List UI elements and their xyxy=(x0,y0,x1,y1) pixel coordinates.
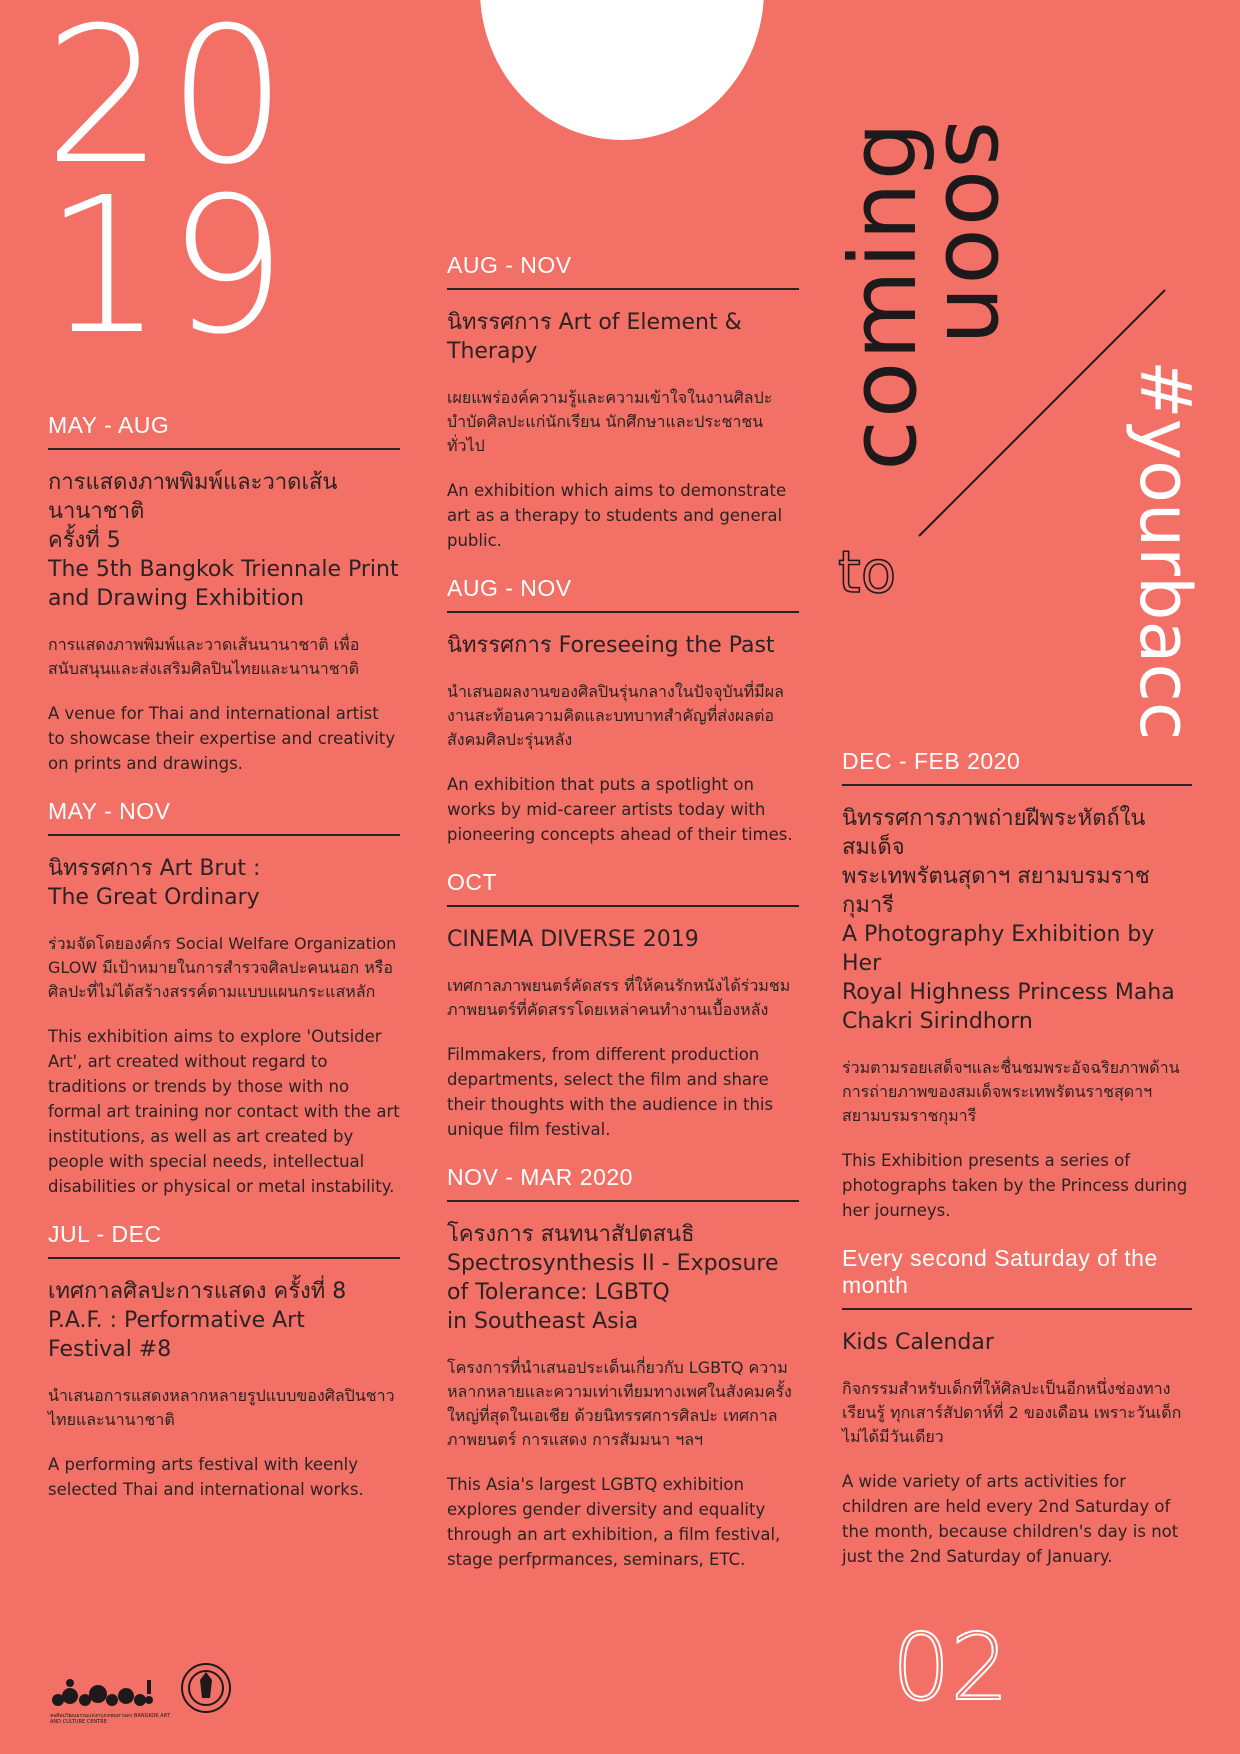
event-description-thai: ร่วมตามรอยเสด็จฯและชื่นชมพระอัจฉริยภาพด้านการถ่ายภาพของสมเด็จพระเทพรัตนราชสุดาฯ สยามบรมราชกุมารี xyxy=(842,1058,1180,1125)
event-title-line: Spectrosynthesis II - Exposure xyxy=(447,1251,779,1276)
event-title-line: นิทรรศการ Art Brut : xyxy=(48,856,261,881)
year-line-2: 19 xyxy=(44,157,292,376)
tagline-coming: coming xyxy=(830,120,937,471)
event-title xyxy=(48,1277,400,1364)
event-title-line: ครั้งที่ 5 xyxy=(48,528,121,553)
event-title xyxy=(48,854,400,912)
event-title xyxy=(447,925,799,954)
event-spectrosynthesis xyxy=(447,1164,799,1572)
bacc-logo xyxy=(50,1658,236,1720)
event-description-english: A venue for Thai and international artist to showcase their expertise and creativity on prints and drawings. xyxy=(48,704,396,773)
column-2 xyxy=(447,252,799,1594)
event-title xyxy=(48,468,400,613)
event-title xyxy=(447,1220,799,1336)
event-date: JUL - DEC xyxy=(48,1221,400,1259)
event-title-line: of Tolerance: LGBTQ xyxy=(447,1280,670,1305)
event-date: MAY - AUG xyxy=(48,412,400,450)
event-photography-exhibition xyxy=(842,748,1192,1223)
event-title-line: เทศกาลศิลปะการแสดง ครั้งที่ 8 xyxy=(48,1279,347,1304)
event-title-line: Festival #8 xyxy=(48,1337,172,1362)
event-title-line: พระเทพรัตนสุดาฯ สยามบรมราชกุมารี xyxy=(842,864,1150,918)
event-description-english: An exhibition which aims to demonstrate art as a therapy to students and general public. xyxy=(447,481,787,550)
event-description-thai: การแสดงภาพพิมพ์และวาดเส้นนานาชาติ เพื่อสนับสนุนและส่งเสริมศิลปินไทยและนานาชาติ xyxy=(48,635,360,678)
event-art-of-element xyxy=(447,252,799,553)
event-foreseeing-the-past xyxy=(447,575,799,847)
event-paf-festival xyxy=(48,1221,400,1502)
event-date: AUG - NOV xyxy=(447,575,799,613)
event-date: MAY - NOV xyxy=(48,798,400,836)
event-description-english: A performing arts festival with keenly selected Thai and international works. xyxy=(48,1455,364,1499)
event-description-thai: เทศกาลภาพยนตร์คัดสรร ที่ให้คนรักหนังได้ร่วมชมภาพยนตร์ที่คัดสรรโดยเหล่าคนทำงานเบื้องหลัง xyxy=(447,976,791,1019)
event-description-thai: ร่วมจัดโดยองค์กร Social Welfare Organization GLOW มีเป้าหมายในการสำรวจศิลปะคนนอก หรือศิลปะที่ไม่ได้สร้างสรรค์ตามแบบแผนกระแสหลัก xyxy=(48,934,397,1001)
event-description-english: This Exhibition presents a series of photographs taken by the Princess during her journeys. xyxy=(842,1151,1188,1220)
event-title-line: P.A.F. : Performative Art xyxy=(48,1308,305,1333)
decorative-circle xyxy=(480,0,764,140)
event-title-line: โครงการ สนทนาสัปตสนธิ xyxy=(447,1222,695,1247)
event-title-line: and Drawing Exhibition xyxy=(48,586,305,611)
event-date: AUG - NOV xyxy=(447,252,799,290)
event-title xyxy=(447,631,799,660)
year-heading xyxy=(44,0,292,376)
event-description-thai: กิจกรรมสำหรับเด็กที่ให้ศิลปะเป็นอีกหนึ่งช่องทางเรียนรู้ ทุกเสาร์สัปดาห์ที่ 2 ของเดือน เพราะวันเด็กไม่ได้มีวันเดียว xyxy=(842,1379,1182,1446)
event-title-line: Kids Calendar xyxy=(842,1330,994,1355)
logo-caption: หอศิลปวัฒนธรรมแห่งกรุงเทพมหานคร BANGKOK ART AND CULTURE CENTRE xyxy=(50,1713,170,1725)
event-title-line: Chakri Sirindhorn xyxy=(842,1009,1033,1034)
event-title-line: The 5th Bangkok Triennale Print xyxy=(48,557,399,582)
event-description-english: Filmmakers, from different production departments, select the film and share their thoughts with the audience in this unique film festival. xyxy=(447,1045,774,1139)
event-title-line: Royal Highness Princess Maha xyxy=(842,980,1175,1005)
column-1 xyxy=(48,412,400,1524)
year-line-1: 20 xyxy=(44,0,292,206)
event-description-thai: นำเสนอการแสดงหลากหลายรูปแบบของศิลปินชาวไทยและนานาชาติ xyxy=(48,1386,395,1429)
event-kids-calendar xyxy=(842,1245,1192,1569)
event-title-line: การแสดงภาพพิมพ์และวาดเส้นนานาชาติ xyxy=(48,470,338,524)
event-art-brut xyxy=(48,798,400,1199)
event-date: DEC - FEB 2020 xyxy=(842,748,1192,786)
event-title xyxy=(842,804,1192,1036)
event-description-english: This Asia's largest LGBTQ exhibition explores gender diversity and equality through an art exhibition, a film festival, stage perfprmances, seminars, ETC. xyxy=(447,1475,781,1569)
hashtag-yourbacc: #yourbacc xyxy=(1124,360,1206,741)
event-title xyxy=(842,1328,1192,1357)
column-3 xyxy=(842,748,1192,1591)
event-print-drawing xyxy=(48,412,400,776)
event-title-line: นิทรรศการภาพถ่ายฝีพระหัตถ์ในสมเด็จ xyxy=(842,806,1146,860)
event-description-english: A wide variety of arts activities for children are held every 2nd Saturday of the month, because children's day is not just the 2nd Saturday of January. xyxy=(842,1472,1179,1566)
event-title-line: นิทรรศการ Art of Element & xyxy=(447,310,742,335)
event-description-thai: นำเสนอผลงานของศิลปินรุ่นกลางในปัจจุบันที่มีผลงานสะท้อนความคิดและบทบาทสำคัญที่ส่งผลต่อสังคมศิลปะรุ่นหลัง xyxy=(447,682,784,749)
event-title-line: นิทรรศการ Foreseeing the Past xyxy=(447,633,775,658)
event-date: NOV - MAR 2020 xyxy=(447,1164,799,1202)
event-title-line: CINEMA DIVERSE 2019 xyxy=(447,927,699,952)
event-description-thai: เผยแพร่องค์ความรู้และความเข้าใจในงานศิลปะบำบัดศิลปะแก่นักเรียน นักศึกษาและประชาชนทั่วไป xyxy=(447,388,773,455)
event-date: Every second Saturday of the month xyxy=(842,1245,1192,1310)
event-cinema-diverse xyxy=(447,869,799,1142)
event-description-english: An exhibition that puts a spotlight on works by mid-career artists today with pioneering concepts ahead of their times. xyxy=(447,775,793,844)
event-title-line: in Southeast Asia xyxy=(447,1309,639,1334)
event-title-line: A Photography Exhibition by Her xyxy=(842,922,1155,976)
tagline-soon: soon xyxy=(925,120,1032,347)
event-date: OCT xyxy=(447,869,799,907)
event-description-english: This exhibition aims to explore 'Outsider Art', art created without regard to traditions or trends by those with no formal art training nor contact with the art institutions, as well as art created by people with special needs, intellectual disabilities or physical or metal instability. xyxy=(48,1027,400,1196)
event-title-line: Therapy xyxy=(447,339,538,364)
event-description-thai: โครงการที่นำเสนอประเด็นเกี่ยวกับ LGBTQ ความหลากหลายและความเท่าเทียมทางเพศในสังคมครั้งใหญ่ที่สุดในเอเชีย ด้วยนิทรรศการศิลปะ เทศกาลภาพยนตร์ การแสดง การสัมมนา ฯลฯ xyxy=(447,1358,792,1449)
event-title xyxy=(447,308,799,366)
event-title-line: The Great Ordinary xyxy=(48,885,260,910)
page-number: 02 xyxy=(892,1614,1010,1721)
tagline-to: to xyxy=(838,538,897,606)
